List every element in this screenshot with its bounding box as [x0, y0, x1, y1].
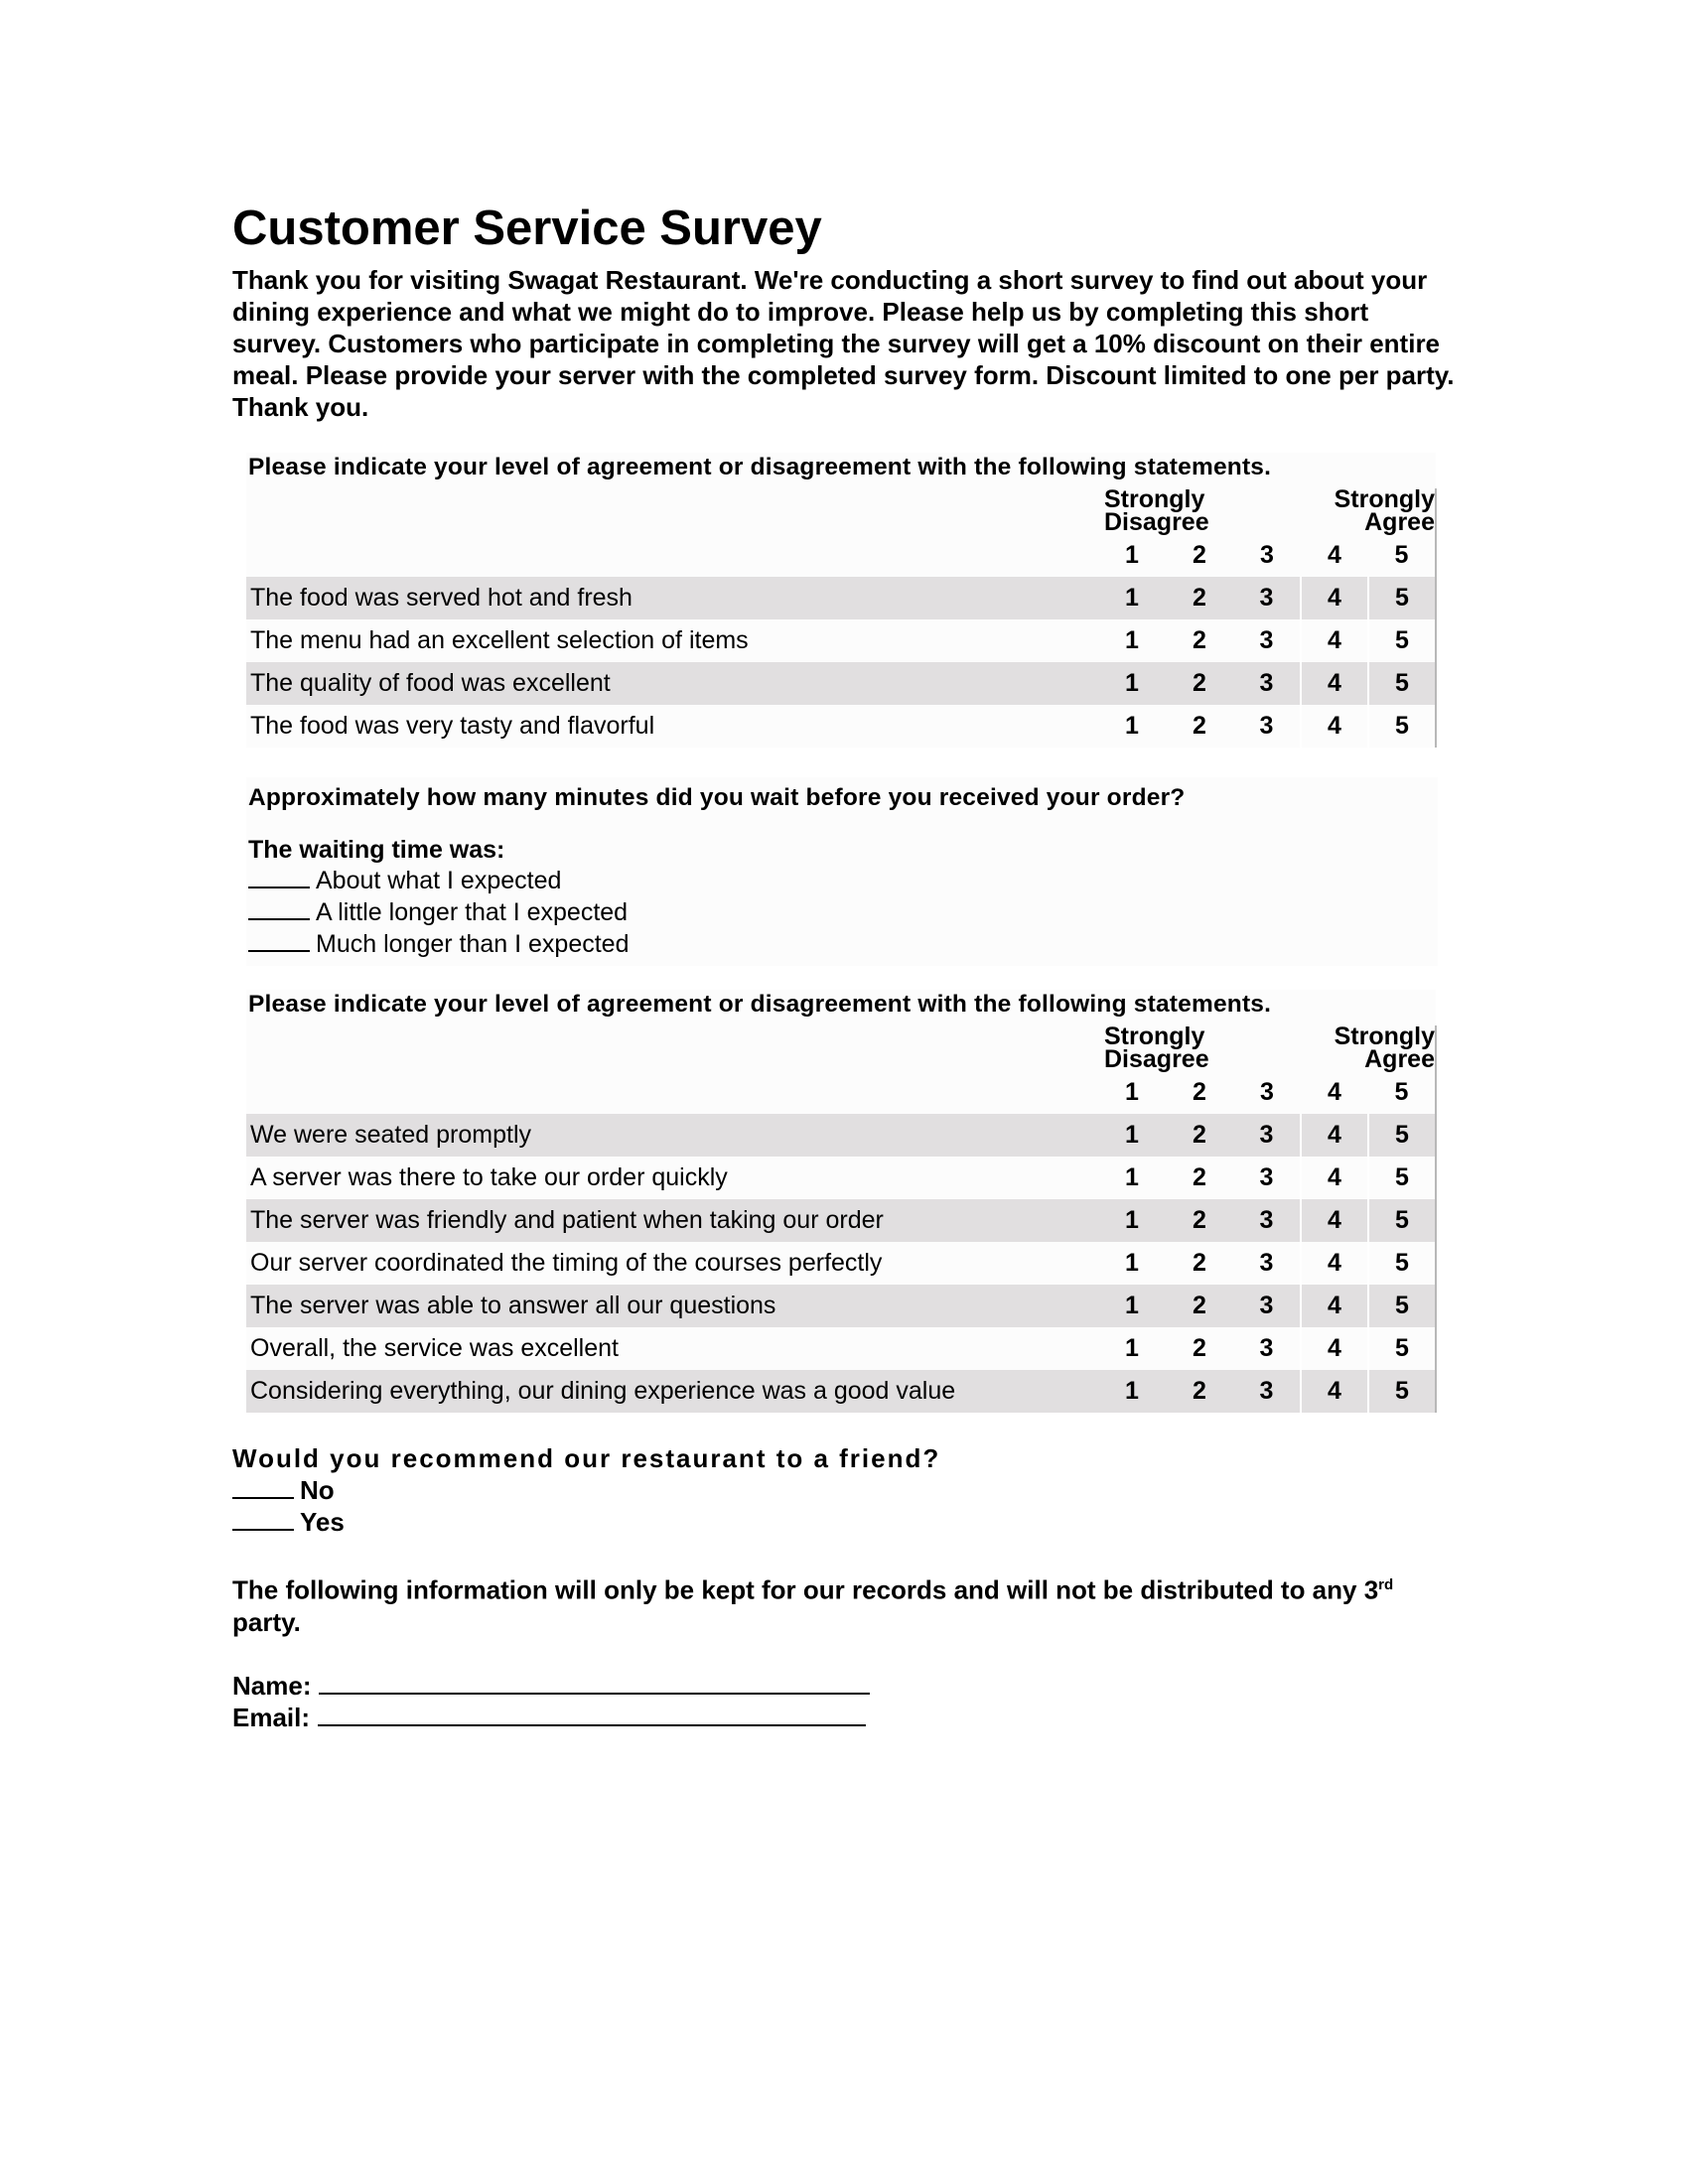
statement-text: The menu had an excellent selection of items — [246, 619, 1098, 662]
strongly-disagree-label: Strongly Disagree — [1098, 488, 1233, 534]
rating-option[interactable]: 5 — [1368, 619, 1436, 662]
rating-table-food — [246, 485, 1437, 748]
rating-row — [246, 705, 1436, 748]
rating-row — [246, 1114, 1436, 1157]
rating-option[interactable]: 3 — [1233, 1199, 1301, 1242]
rating-option[interactable]: 1 — [1098, 1242, 1166, 1285]
rating-option[interactable]: 1 — [1098, 619, 1166, 662]
rating-row — [246, 1370, 1436, 1413]
rating-table-service — [246, 1025, 1437, 1413]
rating-option[interactable]: 2 — [1166, 1285, 1233, 1327]
recommend-section — [232, 1442, 1464, 1538]
statement-text: Our server coordinated the timing of the courses perfectly — [246, 1242, 1098, 1285]
rating-option[interactable]: 3 — [1233, 1327, 1301, 1370]
rating-option[interactable]: 5 — [1368, 1327, 1436, 1370]
answer-blank[interactable] — [232, 1475, 294, 1499]
rating-option[interactable]: 4 — [1301, 1370, 1368, 1413]
strongly-agree-label: Strongly Agree — [1301, 488, 1436, 534]
contact-fields — [232, 1670, 1464, 1733]
rating-row — [246, 619, 1436, 662]
rating-option[interactable]: 5 — [1368, 1199, 1436, 1242]
rating-option[interactable]: 5 — [1368, 577, 1436, 619]
rating-option[interactable]: 3 — [1233, 577, 1301, 619]
rating-option[interactable]: 5 — [1368, 705, 1436, 748]
rating-option[interactable]: 2 — [1166, 619, 1233, 662]
scale-number: 4 — [1301, 1071, 1368, 1114]
recommend-option-no[interactable]: No — [232, 1474, 1464, 1506]
waiting-question: Approximately how many minutes did you wait before you received your order? — [248, 784, 1186, 811]
rating-option[interactable]: 1 — [1098, 1114, 1166, 1157]
rating-option[interactable]: 4 — [1301, 1157, 1368, 1199]
survey-page — [232, 199, 1464, 1733]
strongly-agree-label: Strongly Agree — [1301, 1025, 1436, 1071]
statement-text: The server was able to answer all our questions — [246, 1285, 1098, 1327]
statement-text: We were seated promptly — [246, 1114, 1098, 1157]
scale-number: 2 — [1166, 534, 1233, 577]
rating-row — [246, 577, 1436, 619]
scale-number: 4 — [1301, 534, 1368, 577]
rating-option[interactable]: 5 — [1368, 1114, 1436, 1157]
waiting-label: The waiting time was: — [248, 836, 505, 864]
rating-row — [246, 1242, 1436, 1285]
rating-option[interactable]: 4 — [1301, 1114, 1368, 1157]
rating-option[interactable]: 4 — [1301, 1242, 1368, 1285]
intro-text: Thank you for visiting Swagat Restaurant. We're conducting a short survey to find out about your dining experience and what we might do to improve. Please help us by completing this short survey. Customers who participate in completing the survey will get a 10% discount on their entire meal. Please provide your server with the completed survey form. Discount limited to one per party. Thank you. — [232, 265, 1455, 422]
rating-option[interactable]: 3 — [1233, 1285, 1301, 1327]
scale-number: 1 — [1098, 1071, 1166, 1114]
rating-option[interactable]: 2 — [1166, 1242, 1233, 1285]
rating-option[interactable]: 3 — [1233, 1114, 1301, 1157]
email-line[interactable] — [318, 1703, 866, 1726]
waiting-option[interactable]: About what I expected — [248, 865, 1438, 896]
rating-row — [246, 1199, 1436, 1242]
rating-option[interactable]: 5 — [1368, 1242, 1436, 1285]
scale-number-row — [246, 534, 1436, 577]
scale-number: 5 — [1368, 1071, 1436, 1114]
rating-option[interactable]: 5 — [1368, 1285, 1436, 1327]
answer-blank[interactable] — [232, 1507, 294, 1531]
page-title: Customer Service Survey — [232, 202, 822, 255]
rating-option[interactable]: 5 — [1368, 1370, 1436, 1413]
rating-row — [246, 1157, 1436, 1199]
rating-option[interactable]: 1 — [1098, 1327, 1166, 1370]
rating-option[interactable]: 4 — [1301, 619, 1368, 662]
waiting-option[interactable]: A little longer that I expected — [248, 896, 1438, 928]
waiting-option[interactable]: Much longer than I expected — [248, 928, 1438, 960]
rating-section-service — [246, 990, 1436, 1413]
section-title: Please indicate your level of agreement or disagreement with the following statements. — [246, 990, 1436, 1025]
recommend-option-yes[interactable]: Yes — [232, 1506, 1464, 1538]
email-field[interactable] — [232, 1702, 1464, 1733]
scale-number: 1 — [1098, 534, 1166, 577]
rating-option[interactable]: 5 — [1368, 662, 1436, 705]
statement-text: Overall, the service was excellent — [246, 1327, 1098, 1370]
rating-option[interactable]: 1 — [1098, 705, 1166, 748]
scale-number-row — [246, 1071, 1436, 1114]
rating-option[interactable]: 1 — [1098, 1199, 1166, 1242]
statement-text: The quality of food was excellent — [246, 662, 1098, 705]
rating-option[interactable]: 2 — [1166, 705, 1233, 748]
rating-option[interactable]: 4 — [1301, 577, 1368, 619]
statement-text: The server was friendly and patient when taking our order — [246, 1199, 1098, 1242]
statement-text: The food was served hot and fresh — [246, 577, 1098, 619]
answer-blank[interactable] — [248, 896, 310, 920]
rating-option[interactable]: 1 — [1098, 1157, 1166, 1199]
name-field[interactable] — [232, 1670, 1464, 1702]
rating-option[interactable]: 4 — [1301, 1327, 1368, 1370]
waiting-time-section — [246, 777, 1438, 966]
recommend-question: Would you recommend our restaurant to a friend? — [232, 1443, 941, 1473]
rating-option[interactable]: 5 — [1368, 1157, 1436, 1199]
rating-row — [246, 1285, 1436, 1327]
rating-option[interactable]: 4 — [1301, 1285, 1368, 1327]
rating-row — [246, 662, 1436, 705]
rating-option[interactable]: 3 — [1233, 619, 1301, 662]
rating-option[interactable]: 1 — [1098, 1370, 1166, 1413]
scale-number: 5 — [1368, 534, 1436, 577]
rating-option[interactable]: 2 — [1166, 1157, 1233, 1199]
answer-blank[interactable] — [248, 865, 310, 888]
scale-number: 3 — [1233, 534, 1301, 577]
rating-option[interactable]: 4 — [1301, 1199, 1368, 1242]
rating-row — [246, 1327, 1436, 1370]
rating-option[interactable]: 3 — [1233, 662, 1301, 705]
privacy-notice: The following information will only be kept for our records and will not be distributed to any 3rd party. — [232, 1574, 1394, 1637]
rating-option[interactable]: 2 — [1166, 1327, 1233, 1370]
rating-option[interactable]: 3 — [1233, 705, 1301, 748]
rating-option[interactable]: 2 — [1166, 662, 1233, 705]
rating-section-food — [246, 453, 1436, 748]
rating-option[interactable]: 1 — [1098, 662, 1166, 705]
email-label: Email: — [232, 1702, 311, 1732]
statement-text: A server was there to take our order quickly — [246, 1157, 1098, 1199]
rating-option[interactable]: 3 — [1233, 1157, 1301, 1199]
rating-option[interactable]: 4 — [1301, 705, 1368, 748]
section-title: Please indicate your level of agreement or disagreement with the following statements. — [246, 453, 1436, 488]
scale-number: 2 — [1166, 1071, 1233, 1114]
rating-option[interactable]: 1 — [1098, 577, 1166, 619]
rating-option[interactable]: 2 — [1166, 1199, 1233, 1242]
rating-option[interactable]: 2 — [1166, 1114, 1233, 1157]
rating-option[interactable]: 2 — [1166, 1370, 1233, 1413]
statement-text: Considering everything, our dining experience was a good value — [246, 1370, 1098, 1413]
rating-option[interactable]: 3 — [1233, 1370, 1301, 1413]
strongly-disagree-label: Strongly Disagree — [1098, 1025, 1233, 1071]
answer-blank[interactable] — [248, 928, 310, 952]
rating-option[interactable]: 4 — [1301, 662, 1368, 705]
statement-text: The food was very tasty and flavorful — [246, 705, 1098, 748]
name-line[interactable] — [319, 1671, 870, 1695]
scale-number: 3 — [1233, 1071, 1301, 1114]
rating-option[interactable]: 1 — [1098, 1285, 1166, 1327]
rating-option[interactable]: 2 — [1166, 577, 1233, 619]
rating-option[interactable]: 3 — [1233, 1242, 1301, 1285]
name-label: Name: — [232, 1670, 312, 1701]
